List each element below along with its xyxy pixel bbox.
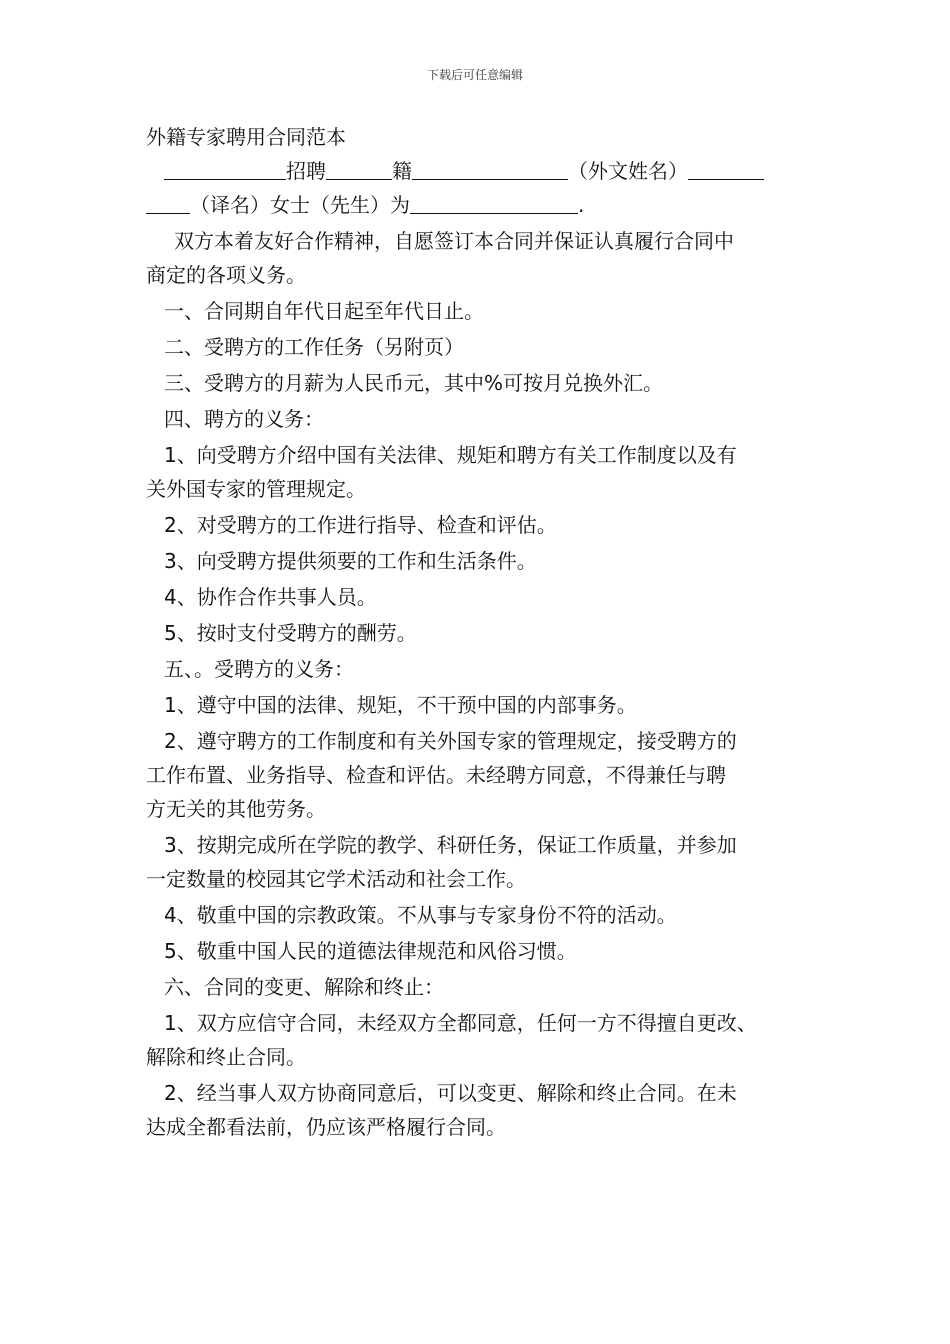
paragraph-line: 5、按时支付受聘方的酬劳。: [164, 621, 417, 645]
paragraph: [146, 330, 826, 364]
paragraph-line: 2、遵守聘方的工作制度和有关外国专家的管理规定，接受聘方的: [164, 729, 737, 753]
blank-foreign-name: [412, 157, 568, 180]
paragraph-line: 一定数量的校园其它学术活动和社会工作。: [146, 867, 526, 891]
document-body: [146, 120, 826, 1144]
paragraph-line: 1、遵守中国的法律、规矩，不干预中国的内部事务。: [164, 693, 637, 717]
paragraph: [146, 294, 826, 328]
paragraph: [146, 580, 826, 614]
paragraph: [146, 934, 826, 968]
word-nationality: 籍: [392, 159, 412, 183]
paragraph: [146, 438, 826, 506]
paragraph: [146, 366, 826, 400]
paragraph-line: 3、按期完成所在学院的教学、科研任务，保证工作质量，并参加: [164, 833, 737, 857]
paragraph: [146, 508, 826, 542]
paragraph: [146, 828, 826, 896]
paragraph: [146, 402, 826, 436]
paragraph-line: 关外国专家的管理规定。: [146, 477, 366, 501]
blank-foreign-name-2: [688, 157, 764, 180]
blank-employer: [164, 157, 286, 180]
paragraph-line: 双方本着友好合作精神，自愿签订本合同并保证认真履行合同中: [174, 229, 734, 253]
fill-line-1: [146, 154, 826, 188]
paragraph: [146, 724, 826, 826]
paragraph-line: 1、向受聘方介绍中国有关法律、规矩和聘方有关工作制度以及有: [164, 443, 737, 467]
paragraph-line: 2、经当事人双方协商同意后，可以变更、解除和终止合同。在未: [164, 1081, 737, 1105]
label-translated-name: （译名）女士（先生）为: [190, 193, 410, 217]
paragraph-line: 五、。受聘方的义务：: [164, 657, 354, 681]
fill-line-2: [146, 188, 826, 222]
blank-position: [410, 191, 578, 214]
paragraph-line: 三、受聘方的月薪为人民币元，其中%可按月兑换外汇。: [164, 371, 664, 395]
paragraph-line: 工作布置、业务指导、检查和评估。未经聘方同意，不得兼任与聘: [146, 763, 726, 787]
paragraph-line: 4、敬重中国的宗教政策。不从事与专家身份不符的活动。: [164, 903, 677, 927]
label-foreign-name: （外文姓名）: [568, 159, 688, 183]
paragraph: [146, 970, 826, 1004]
paragraph: [146, 652, 826, 686]
paragraph-line: 3、向受聘方提供须要的工作和生活条件。: [164, 549, 537, 573]
paragraph-line: 2、对受聘方的工作进行指导、检查和评估。: [164, 513, 557, 537]
paragraph-line: 商定的各项义务。: [146, 263, 306, 287]
page-header: 下载后可任意编辑: [426, 68, 523, 82]
word-recruit: 招聘: [286, 159, 326, 183]
blank-translated-name: [146, 191, 190, 214]
paragraph: [146, 544, 826, 578]
blank-nationality: [326, 157, 392, 180]
paragraph-list: [146, 224, 826, 1144]
paragraph: [146, 224, 826, 292]
document-title: 外籍专家聘用合同范本: [146, 125, 346, 149]
paragraph-line: 达成全都看法前，仍应该严格履行合同。: [146, 1115, 506, 1139]
paragraph: [146, 1076, 826, 1144]
paragraph-line: 六、合同的变更、解除和终止：: [164, 975, 444, 999]
paragraph: [146, 616, 826, 650]
paragraph-line: 二、受聘方的工作任务（另附页）: [164, 335, 464, 359]
paragraph-line: 四、聘方的义务：: [164, 407, 324, 431]
paragraph-line: 5、敬重中国人民的道德法律规范和风俗习惯。: [164, 939, 577, 963]
paragraph-line: 一、合同期自年代日起至年代日止。: [164, 299, 484, 323]
paragraph: [146, 1006, 826, 1074]
paragraph: [146, 898, 826, 932]
paragraph-line: 1、双方应信守合同，未经双方全都同意，任何一方不得擅自更改、: [164, 1011, 757, 1035]
paragraph-line: 4、协作合作共事人员。: [164, 585, 377, 609]
paragraph-line: 方无关的其他劳务。: [146, 797, 326, 821]
paragraph: [146, 688, 826, 722]
period-mark: .: [578, 193, 585, 217]
paragraph-line: 解除和终止合同。: [146, 1045, 306, 1069]
